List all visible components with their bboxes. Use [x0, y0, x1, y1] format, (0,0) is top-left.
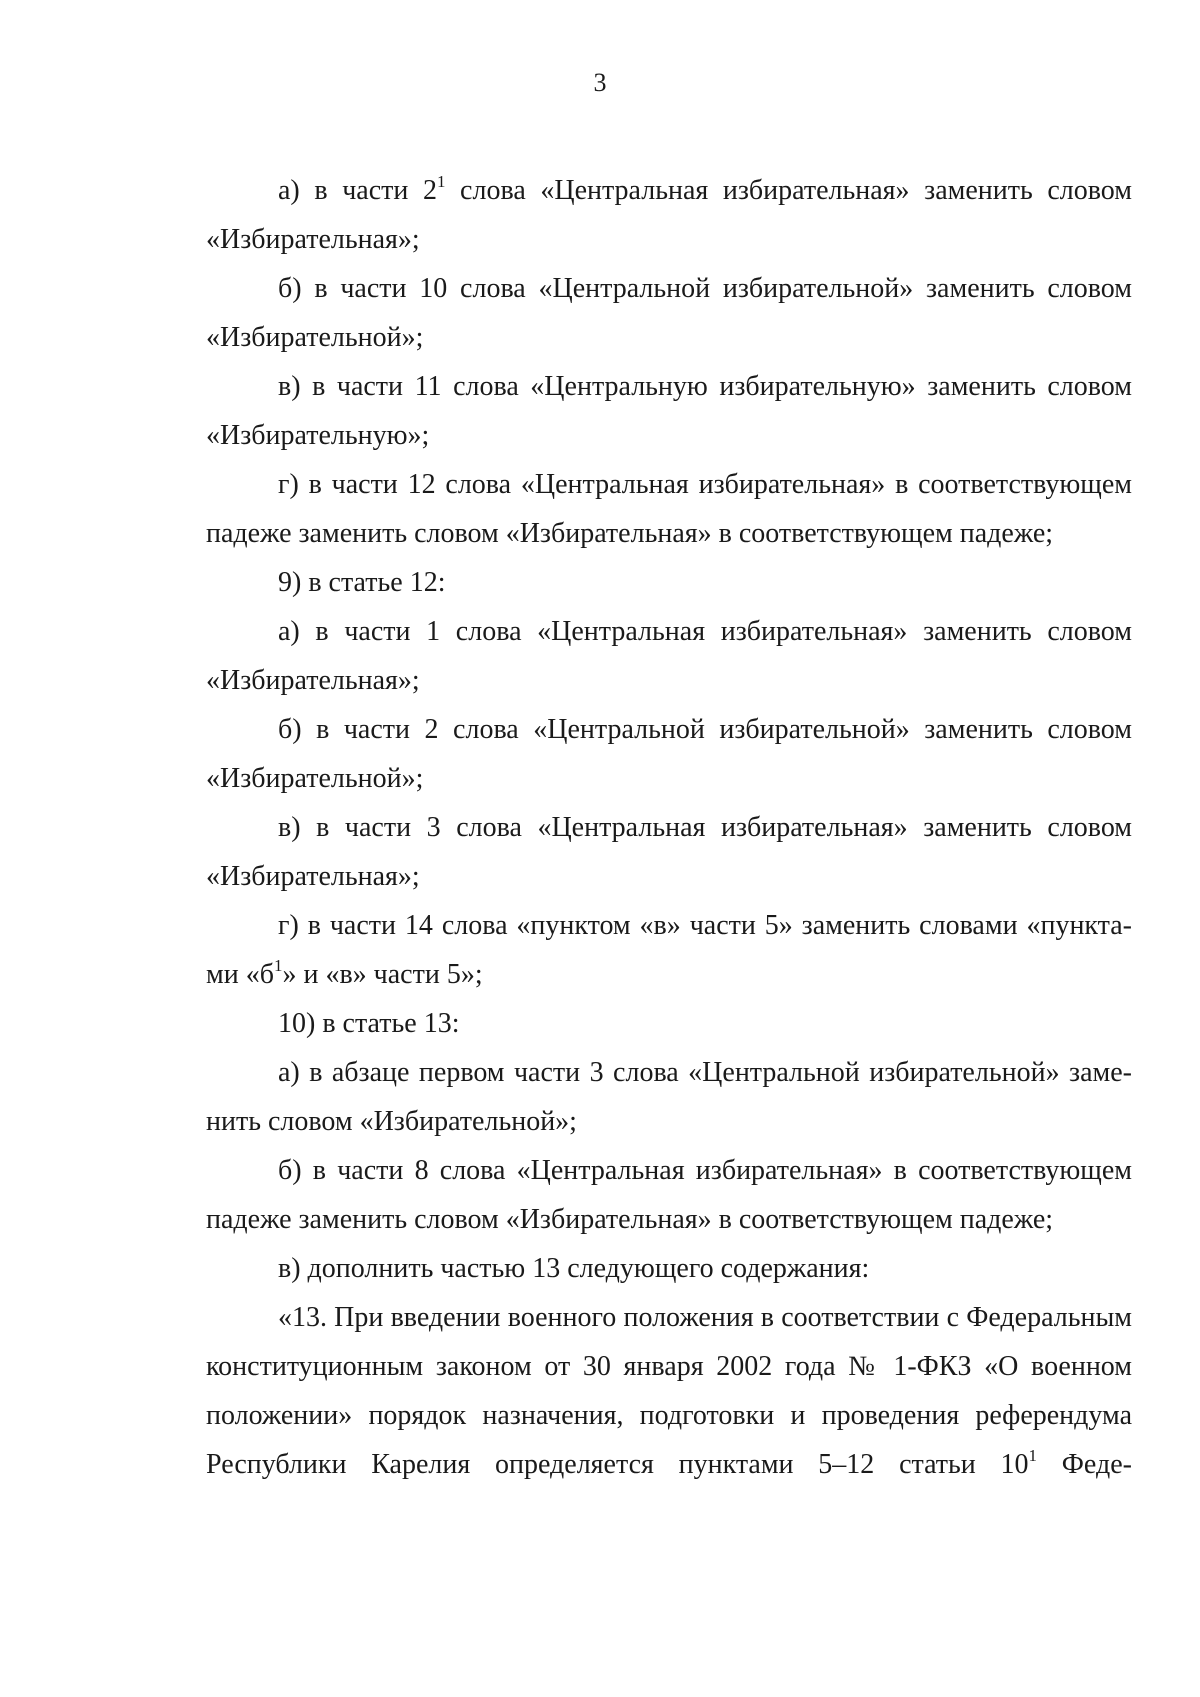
- paragraph-text: а) в части 2: [278, 175, 437, 206]
- paragraph-text: а) в абзаце первом части 3 слова «Центральной избирательной» заменить словом «Избирательной»;: [206, 1057, 1132, 1137]
- paragraph: [206, 803, 1132, 901]
- paragraph-text: Феде-: [1037, 1449, 1132, 1480]
- paragraph-text: в) в части 3 слова «Центральная избирательная» заменить словом «Избирательная»;: [206, 812, 1132, 892]
- paragraph: [206, 166, 1132, 264]
- paragraph-text: в) дополнить частью 13 следующего содержания:: [278, 1253, 870, 1284]
- paragraph-text: г) в части 14 слова «пунктом «в» части 5» заменить словами «пунктами «б: [206, 910, 1132, 990]
- paragraph-text: а) в части 1 слова «Центральная избирательная» заменить словом «Избирательная»;: [206, 616, 1132, 696]
- superscript: 1: [436, 171, 446, 191]
- paragraph: [206, 460, 1132, 558]
- paragraph-text: 9) в статье 12:: [278, 567, 446, 598]
- paragraph: [206, 1048, 1132, 1146]
- paragraph-text: б) в части 2 слова «Центральной избирательной» заменить словом «Избирательной»;: [206, 714, 1132, 794]
- paragraph: [206, 1146, 1132, 1244]
- page-number: 3: [593, 68, 607, 97]
- paragraph: [206, 1293, 1132, 1489]
- paragraph-text: б) в части 10 слова «Центральной избирательной» заменить словом «Избирательной»;: [206, 273, 1132, 353]
- paragraph-text: «13. При введении военного положения в соответствии с Федеральным конституционным законом от 30 января 2002 года № 1-ФКЗ «О военном положении» порядок назначения, подготовки и проведения референдума Республики Карелия определяется пунктами 5–12 статьи 10: [206, 1302, 1132, 1480]
- paragraph: [206, 705, 1132, 803]
- paragraph: [206, 1244, 1132, 1293]
- paragraph-text: г) в части 12 слова «Центральная избирательная» в соответствующем падеже заменить словом «Избирательная» в соответствующем падеже;: [206, 469, 1132, 549]
- paragraph: [206, 901, 1132, 999]
- paragraph-text: слова «Центральная избирательная» заменить словом «Избирательная»;: [206, 175, 1132, 255]
- paragraph: [206, 999, 1132, 1048]
- document-body: [206, 166, 1132, 1489]
- paragraph: [206, 264, 1132, 362]
- superscript: 1: [1028, 1445, 1038, 1465]
- paragraph-text: » и «в» части 5»;: [282, 959, 483, 990]
- paragraph: [206, 362, 1132, 460]
- paragraph-text: 10) в статье 13:: [278, 1008, 460, 1039]
- paragraph: [206, 607, 1132, 705]
- superscript: 1: [273, 955, 283, 975]
- paragraph-text: в) в части 11 слова «Центральную избирательную» заменить словом «Избирательную»;: [206, 371, 1132, 451]
- paragraph: [206, 558, 1132, 607]
- paragraph-text: б) в части 8 слова «Центральная избирательная» в соответствующем падеже заменить словом «Избирательная» в соответствующем падеже;: [206, 1155, 1132, 1235]
